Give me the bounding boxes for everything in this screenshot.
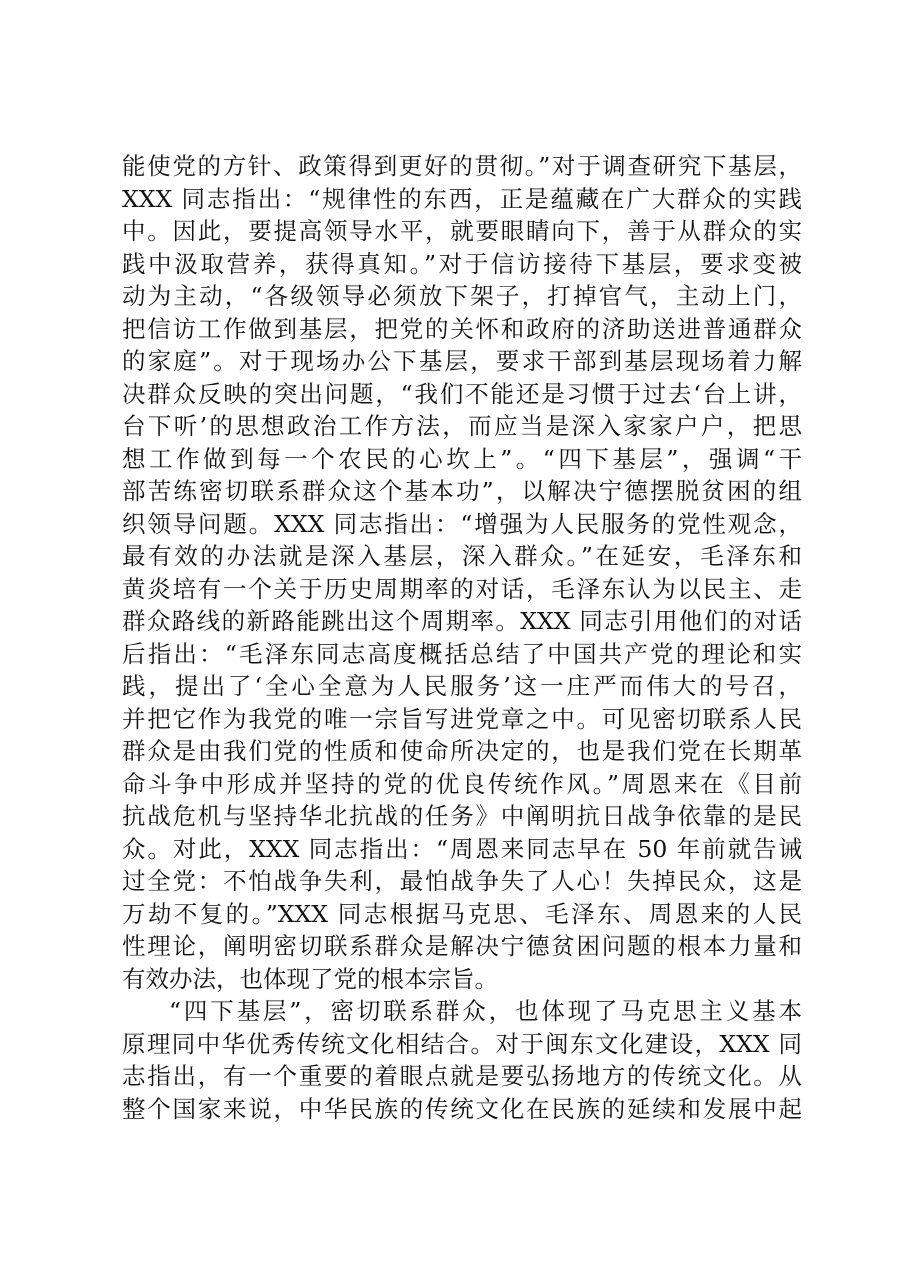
text-line: 整个国家来说，中华民族的传统文化在民族的延续和发展中起 xyxy=(122,1094,802,1123)
text-line: 部苦练密切联系群众这个基本功”，以解决宁德摆脱贫困的组 xyxy=(122,477,802,505)
text-line: 群众路线的新路能跳出这个周期率。XXX 同志引用他们的对话 xyxy=(122,607,802,635)
text-line: 命斗争中形成并坚持的党的优良传统作风。”周恩来在《目前 xyxy=(122,769,802,798)
text-line: 践，提出了‘全心全意为人民服务’这一庄严而伟大的号召， xyxy=(122,672,802,700)
text-line: 把信访工作做到基层，把党的关怀和政府的济助送进普通群众 xyxy=(122,314,802,343)
text-line: 中。因此，要提高领导水平，就要眼睛向下，善于从群众的实 xyxy=(122,217,802,245)
text-line: 原理同中华优秀传统文化相结合。对于闽东文化建设，XXX 同 xyxy=(122,1029,802,1058)
text-line: 织领导问题。XXX 同志指出：“增强为人民服务的党性观念， xyxy=(122,509,802,538)
text-line: 后指出：“毛泽东同志高度概括总结了中国共产党的理论和实 xyxy=(122,639,802,668)
text-line: 能使党的方针、政策得到更好的贯彻。”对于调查研究下基层， xyxy=(122,152,802,180)
text-line: 抗战危机与坚持华北抗战的任务》中阐明抗日战争依靠的是民 xyxy=(122,802,802,830)
text-line: 有效办法，也体现了党的根本宗旨。 xyxy=(122,964,498,993)
text-line: 践中汲取营养，获得真知。”对于信访接待下基层，要求变被 xyxy=(122,249,802,278)
text-line: 并把它作为我党的唯一宗旨写进党章之中。可见密切联系人民 xyxy=(122,704,802,733)
paragraph xyxy=(122,150,802,995)
text-line: XXX 同志指出：“规律性的东西，正是蕴藏在广大群众的实践 xyxy=(122,184,802,213)
text-line: 过全党：不怕战争失利，最怕战争失了人心！失掉民众，这是 xyxy=(122,867,802,895)
text-line: 性理论，阐明密切联系群众是解决宁德贫困问题的根本力量和 xyxy=(122,932,802,960)
text-line: 台下听’的思想政治工作方法，而应当是深入家家户户，把思 xyxy=(122,412,802,440)
text-line: “四下基层”，密切联系群众，也体现了马克思主义基本 xyxy=(169,997,802,1025)
text-line: 众。对此，XXX 同志指出：“周恩来同志早在 50 年前就告诫 xyxy=(122,834,802,863)
text-line: 动为主动，“各级领导必须放下架子，打掉官气，主动上门， xyxy=(122,282,802,310)
paragraph xyxy=(122,995,802,1125)
text-line: 群众是由我们党的性质和使命所决定的，也是我们党在长期革 xyxy=(122,737,802,765)
text-line: 的家庭”。对于现场办公下基层，要求干部到基层现场着力解 xyxy=(122,347,802,375)
text-line: 万劫不复的。”XXX 同志根据马克思、毛泽东、周恩来的人民 xyxy=(122,899,802,928)
text-line: 黄炎培有一个关于历史周期率的对话，毛泽东认为以民主、走 xyxy=(122,574,802,603)
text-line: 志指出，有一个重要的着眼点就是要弘扬地方的传统文化。从 xyxy=(122,1062,802,1090)
text-line: 决群众反映的突出问题，“我们不能还是习惯于过去‘台上讲， xyxy=(122,379,802,408)
text-line: 想工作做到每一个农民的心坎上”。“四下基层”，强调“干 xyxy=(122,444,802,473)
text-line: 最有效的办法就是深入基层，深入群众。”在延安，毛泽东和 xyxy=(122,542,802,570)
body-text xyxy=(122,150,802,1125)
